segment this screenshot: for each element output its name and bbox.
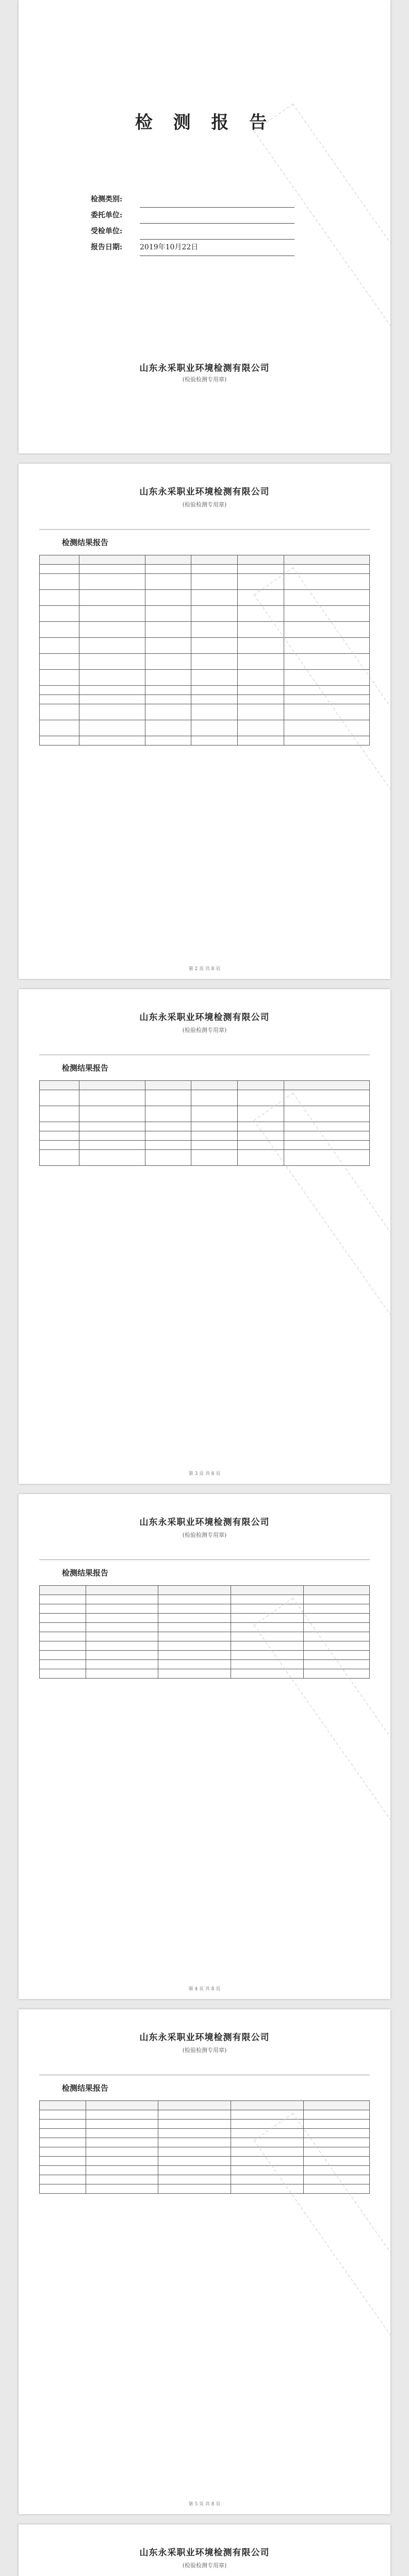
- seal-note: (检验检测专用章): [182, 2047, 227, 2054]
- divider: [39, 529, 370, 530]
- company-name: 山东永采职业环境检测有限公司: [139, 487, 270, 497]
- table-row: [40, 1604, 370, 1614]
- company-name: 山东永采职业环境检测有限公司: [139, 2032, 270, 2043]
- report-title: 检 测 报 告: [135, 112, 274, 133]
- cover-field-row: [91, 224, 295, 240]
- page-footer: 第 5 页 共 8 页: [188, 2502, 221, 2507]
- table-row: [40, 1081, 370, 1090]
- result-page: [19, 2009, 390, 2514]
- result-page: [19, 464, 390, 979]
- table-row: [40, 736, 370, 745]
- cover-field-label: 委托单位:: [91, 211, 123, 219]
- table-row: [40, 1090, 370, 1106]
- cover-field-label: 报告日期:: [91, 243, 123, 251]
- page-footer: 第 2 页 共 8 页: [188, 967, 221, 972]
- page-footer: 第 4 页 共 8 页: [188, 1987, 221, 1992]
- cover-field-row: [91, 192, 295, 208]
- result-title: 检测结果报告: [62, 1568, 109, 1578]
- result-title: 检测结果报告: [62, 538, 109, 547]
- result-title: 检测结果报告: [62, 2083, 109, 2093]
- table-row: [40, 2138, 370, 2147]
- table-row: [40, 1122, 370, 1131]
- seal-note: (检验检测专用章): [182, 2562, 227, 2569]
- table-row: [40, 1106, 370, 1122]
- page-footer: 第 3 页 共 8 页: [188, 1471, 221, 1477]
- table-row: [40, 1623, 370, 1632]
- table-row: [40, 2110, 370, 2120]
- cover-seal-note: (检验检测专用章): [182, 376, 227, 383]
- cover-field-value: [140, 208, 295, 224]
- table-row: [40, 1586, 370, 1595]
- table-row: [40, 565, 370, 574]
- company-name: 山东永采职业环境检测有限公司: [139, 1012, 270, 1023]
- table-row: [40, 2129, 370, 2138]
- table-row: [40, 555, 370, 565]
- table-row: [40, 720, 370, 736]
- cover-field-label: 检测类别:: [91, 195, 123, 204]
- company-name: 山东永采职业环境检测有限公司: [139, 2548, 270, 2558]
- result-page: [19, 1494, 390, 1999]
- cover-field-value: 2019年10月22日: [140, 240, 295, 256]
- seal-note: (检验检测专用章): [182, 1532, 227, 1538]
- table-row: [40, 574, 370, 590]
- cover-field-value: [140, 192, 295, 208]
- table-row: [40, 1595, 370, 1604]
- table-row: [40, 1614, 370, 1623]
- cover-field-label: 受检单位:: [91, 227, 123, 235]
- table-row: [40, 2120, 370, 2129]
- seal-note: (检验检测专用章): [182, 1027, 227, 1033]
- table-row: [40, 2101, 370, 2110]
- table-row: [40, 590, 370, 606]
- company-name: 山东永采职业环境检测有限公司: [139, 1517, 270, 1528]
- cover-page: [19, 0, 390, 453]
- table-row: [40, 695, 370, 704]
- seal-note: (检验检测专用章): [182, 501, 227, 508]
- result-page: [19, 2524, 390, 2576]
- cover-fields: [91, 192, 295, 256]
- cover-field-row: [91, 240, 295, 256]
- cover-field-row: [91, 208, 295, 224]
- cover-field-value: [140, 224, 295, 240]
- result-title: 检测结果报告: [62, 1063, 109, 1073]
- cover-company: 山东永采职业环境检测有限公司: [139, 363, 270, 374]
- table-row: [40, 704, 370, 720]
- result-page: [19, 989, 390, 1484]
